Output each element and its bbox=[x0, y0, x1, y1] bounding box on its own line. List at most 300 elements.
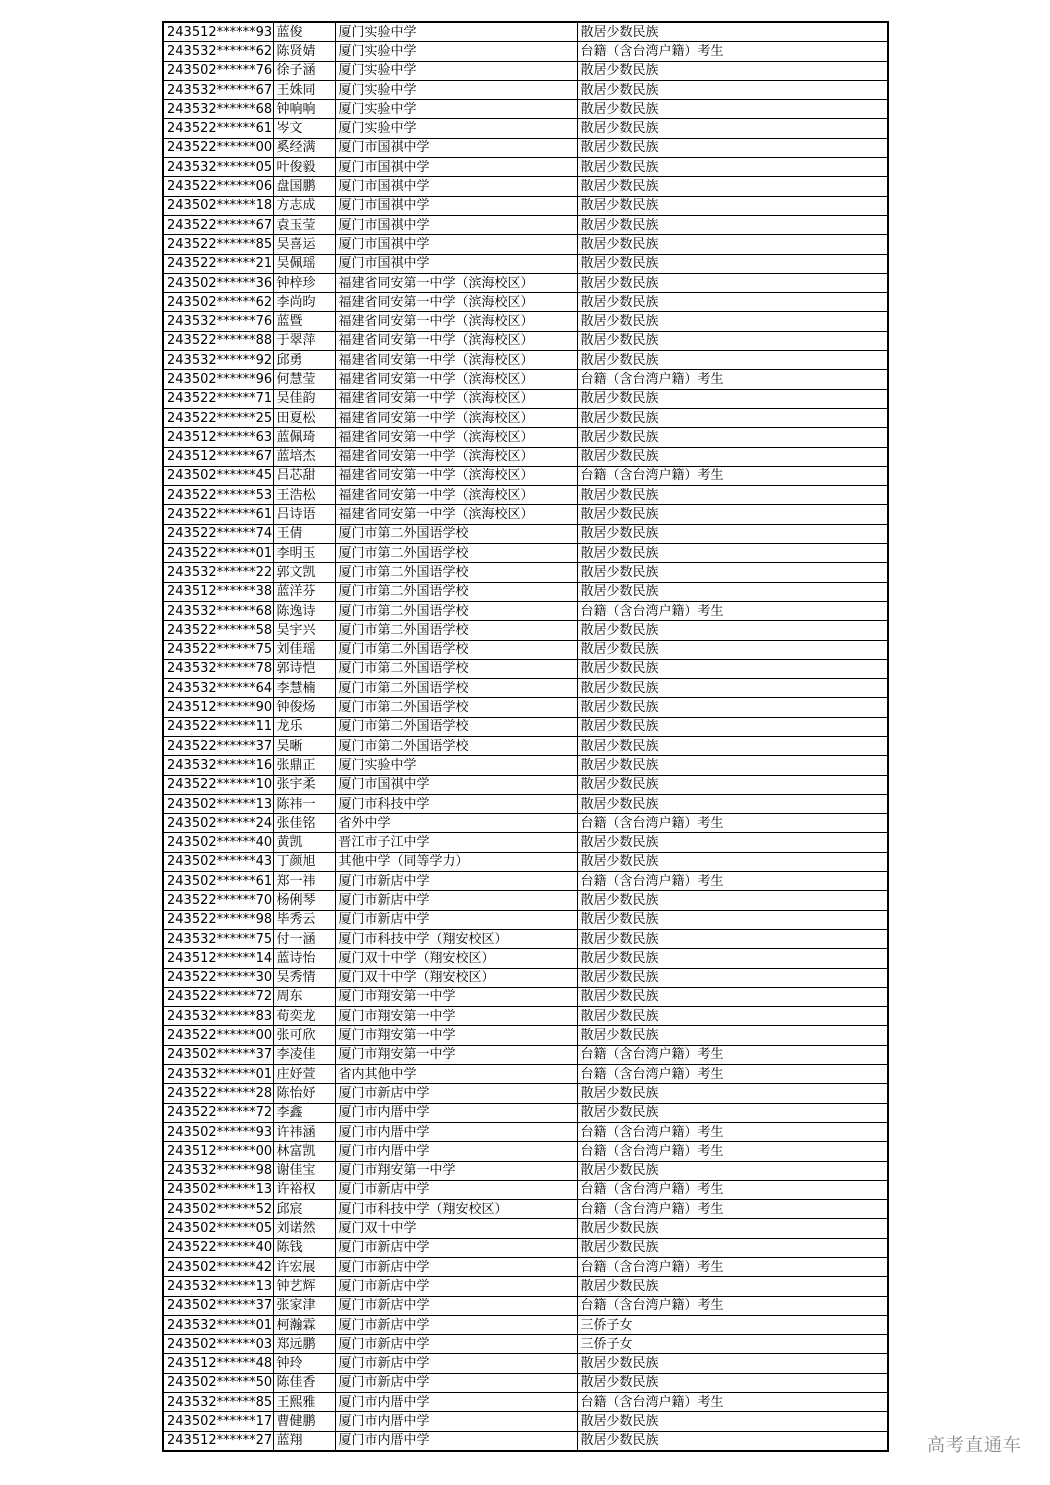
exam-number-cell: 243522******28 bbox=[163, 1084, 273, 1103]
exam-number-cell: 243532******85 bbox=[163, 1393, 273, 1412]
table-row bbox=[163, 621, 888, 640]
table-row bbox=[163, 235, 888, 254]
exam-number-cell: 243532******68 bbox=[163, 100, 273, 119]
student-name-cell: 许裕权 bbox=[273, 1180, 335, 1199]
student-name-cell: 李明玉 bbox=[273, 544, 335, 563]
student-name-cell: 吴佳韵 bbox=[273, 389, 335, 408]
category-cell: 三侨子女 bbox=[577, 1335, 888, 1354]
category-cell: 散居少数民族 bbox=[577, 486, 888, 505]
student-name-cell: 李凌佳 bbox=[273, 1045, 335, 1064]
school-cell: 厦门实验中学 bbox=[335, 100, 577, 119]
table-row bbox=[163, 100, 888, 119]
school-cell: 厦门市国祺中学 bbox=[335, 215, 577, 234]
table-row bbox=[163, 1200, 888, 1219]
school-cell: 厦门市翔安第一中学 bbox=[335, 1026, 577, 1045]
table-row bbox=[163, 466, 888, 485]
student-name-cell: 田夏松 bbox=[273, 408, 335, 427]
exam-number-cell: 243502******43 bbox=[163, 852, 273, 871]
student-name-cell: 王浩松 bbox=[273, 486, 335, 505]
table-row bbox=[163, 158, 888, 177]
exam-number-cell: 243522******98 bbox=[163, 910, 273, 929]
exam-number-cell: 243522******00 bbox=[163, 1026, 273, 1045]
student-name-cell: 蓝暨 bbox=[273, 312, 335, 331]
category-cell: 散居少数民族 bbox=[577, 408, 888, 427]
category-cell: 散居少数民族 bbox=[577, 852, 888, 871]
student-name-cell: 刘诺然 bbox=[273, 1219, 335, 1238]
table-row bbox=[163, 1296, 888, 1315]
student-name-cell: 郭诗恺 bbox=[273, 659, 335, 678]
school-cell: 厦门市新店中学 bbox=[335, 1258, 577, 1277]
category-cell: 散居少数民族 bbox=[577, 22, 888, 42]
table-row bbox=[163, 794, 888, 813]
school-cell: 厦门市新店中学 bbox=[335, 1335, 577, 1354]
student-name-cell: 吕诗语 bbox=[273, 505, 335, 524]
exam-number-cell: 243522******25 bbox=[163, 408, 273, 427]
category-cell: 散居少数民族 bbox=[577, 254, 888, 273]
table-row bbox=[163, 1180, 888, 1199]
table-row bbox=[163, 22, 888, 42]
table-row bbox=[163, 1354, 888, 1373]
table-row bbox=[163, 293, 888, 312]
category-cell: 散居少数民族 bbox=[577, 505, 888, 524]
category-cell: 散居少数民族 bbox=[577, 428, 888, 447]
exam-number-cell: 243502******13 bbox=[163, 794, 273, 813]
school-cell: 福建省同安第一中学（滨海校区） bbox=[335, 389, 577, 408]
exam-number-cell: 243532******64 bbox=[163, 679, 273, 698]
student-name-cell: 奚经满 bbox=[273, 138, 335, 157]
category-cell: 散居少数民族 bbox=[577, 1103, 888, 1122]
category-cell: 散居少数民族 bbox=[577, 1084, 888, 1103]
exam-number-cell: 243522******70 bbox=[163, 891, 273, 910]
category-cell: 散居少数民族 bbox=[577, 293, 888, 312]
exam-number-cell: 243512******67 bbox=[163, 447, 273, 466]
table-row bbox=[163, 601, 888, 620]
school-cell: 厦门市新店中学 bbox=[335, 1238, 577, 1257]
table-row bbox=[163, 1373, 888, 1392]
category-cell: 散居少数民族 bbox=[577, 100, 888, 119]
school-cell: 厦门实验中学 bbox=[335, 756, 577, 775]
school-cell: 厦门市科技中学 bbox=[335, 794, 577, 813]
exam-number-cell: 243512******00 bbox=[163, 1142, 273, 1161]
student-name-cell: 王熙雅 bbox=[273, 1393, 335, 1412]
school-cell: 厦门市国祺中学 bbox=[335, 177, 577, 196]
student-name-cell: 陈祎一 bbox=[273, 794, 335, 813]
table-row bbox=[163, 852, 888, 871]
school-cell: 厦门实验中学 bbox=[335, 80, 577, 99]
school-cell: 厦门市新店中学 bbox=[335, 1315, 577, 1334]
table-row bbox=[163, 351, 888, 370]
school-cell: 福建省同安第一中学（滨海校区） bbox=[335, 466, 577, 485]
student-name-cell: 盘国鹏 bbox=[273, 177, 335, 196]
table-row bbox=[163, 987, 888, 1006]
student-name-cell: 邱勇 bbox=[273, 351, 335, 370]
category-cell: 散居少数民族 bbox=[577, 717, 888, 736]
table-row bbox=[163, 563, 888, 582]
school-cell: 厦门市新店中学 bbox=[335, 1084, 577, 1103]
school-cell: 厦门市新店中学 bbox=[335, 872, 577, 891]
student-name-cell: 郑一祎 bbox=[273, 872, 335, 891]
school-cell: 厦门市新店中学 bbox=[335, 1296, 577, 1315]
school-cell: 福建省同安第一中学（滨海校区） bbox=[335, 486, 577, 505]
table-row bbox=[163, 756, 888, 775]
category-cell: 散居少数民族 bbox=[577, 833, 888, 852]
table-row bbox=[163, 1045, 888, 1064]
exam-number-cell: 243522******67 bbox=[163, 215, 273, 234]
student-name-cell: 李慧楠 bbox=[273, 679, 335, 698]
table-row bbox=[163, 949, 888, 968]
table-row bbox=[163, 814, 888, 833]
school-cell: 厦门市国祺中学 bbox=[335, 138, 577, 157]
student-name-cell: 曹健鹏 bbox=[273, 1412, 335, 1431]
category-cell: 散居少数民族 bbox=[577, 621, 888, 640]
category-cell: 散居少数民族 bbox=[577, 1007, 888, 1026]
exam-number-cell: 243502******24 bbox=[163, 814, 273, 833]
exam-number-cell: 243532******05 bbox=[163, 158, 273, 177]
student-name-cell: 王姝同 bbox=[273, 80, 335, 99]
category-cell: 散居少数民族 bbox=[577, 756, 888, 775]
student-name-cell: 于翠萍 bbox=[273, 331, 335, 350]
exam-number-cell: 243502******45 bbox=[163, 466, 273, 485]
student-name-cell: 林富凯 bbox=[273, 1142, 335, 1161]
category-cell: 散居少数民族 bbox=[577, 351, 888, 370]
category-cell: 散居少数民族 bbox=[577, 80, 888, 99]
table-row bbox=[163, 698, 888, 717]
watermark-text: 高考直通车 bbox=[927, 1435, 1022, 1456]
student-name-cell: 袁玉莹 bbox=[273, 215, 335, 234]
student-name-cell: 谢佳宝 bbox=[273, 1161, 335, 1180]
category-cell: 散居少数民族 bbox=[577, 215, 888, 234]
table-row bbox=[163, 1258, 888, 1277]
school-cell: 厦门市第二外国语学校 bbox=[335, 659, 577, 678]
school-cell: 福建省同安第一中学（滨海校区） bbox=[335, 505, 577, 524]
student-name-cell: 陈贤婧 bbox=[273, 42, 335, 61]
category-cell: 散居少数民族 bbox=[577, 312, 888, 331]
student-name-cell: 龙乐 bbox=[273, 717, 335, 736]
category-cell: 散居少数民族 bbox=[577, 563, 888, 582]
category-cell: 台籍（含台湾户籍）考生 bbox=[577, 42, 888, 61]
school-cell: 厦门市第二外国语学校 bbox=[335, 544, 577, 563]
exam-number-cell: 243522******00 bbox=[163, 138, 273, 157]
category-cell: 台籍（含台湾户籍）考生 bbox=[577, 1180, 888, 1199]
student-name-cell: 吴宇兴 bbox=[273, 621, 335, 640]
table-row bbox=[163, 717, 888, 736]
student-name-cell: 许宏展 bbox=[273, 1258, 335, 1277]
student-name-cell: 张宇柔 bbox=[273, 775, 335, 794]
student-name-cell: 张可欣 bbox=[273, 1026, 335, 1045]
student-name-cell: 郭文凯 bbox=[273, 563, 335, 582]
student-name-cell: 张佳铭 bbox=[273, 814, 335, 833]
student-name-cell: 陈逸诗 bbox=[273, 601, 335, 620]
school-cell: 福建省同安第一中学（滨海校区） bbox=[335, 351, 577, 370]
table-row bbox=[163, 1219, 888, 1238]
category-cell: 台籍（含台湾户籍）考生 bbox=[577, 370, 888, 389]
category-cell: 台籍（含台湾户籍）考生 bbox=[577, 1142, 888, 1161]
student-name-cell: 岑文 bbox=[273, 119, 335, 138]
student-name-cell: 张鼎正 bbox=[273, 756, 335, 775]
category-cell: 散居少数民族 bbox=[577, 640, 888, 659]
student-name-cell: 吴晰 bbox=[273, 736, 335, 755]
table-row bbox=[163, 1393, 888, 1412]
school-cell: 厦门市国祺中学 bbox=[335, 158, 577, 177]
exam-number-cell: 243502******13 bbox=[163, 1180, 273, 1199]
student-name-cell: 蓝洋芬 bbox=[273, 582, 335, 601]
category-cell: 散居少数民族 bbox=[577, 1219, 888, 1238]
exam-number-cell: 243502******61 bbox=[163, 872, 273, 891]
exam-number-cell: 243522******21 bbox=[163, 254, 273, 273]
table-row bbox=[163, 736, 888, 755]
school-cell: 厦门市第二外国语学校 bbox=[335, 524, 577, 543]
school-cell: 厦门实验中学 bbox=[335, 42, 577, 61]
school-cell: 福建省同安第一中学（滨海校区） bbox=[335, 428, 577, 447]
table-row bbox=[163, 891, 888, 910]
school-cell: 福建省同安第一中学（滨海校区） bbox=[335, 408, 577, 427]
school-cell: 晋江市子江中学 bbox=[335, 833, 577, 852]
exam-number-cell: 243532******01 bbox=[163, 1315, 273, 1334]
school-cell: 福建省同安第一中学（滨海校区） bbox=[335, 447, 577, 466]
category-cell: 散居少数民族 bbox=[577, 1277, 888, 1296]
category-cell: 散居少数民族 bbox=[577, 891, 888, 910]
category-cell: 散居少数民族 bbox=[577, 235, 888, 254]
school-cell: 厦门市新店中学 bbox=[335, 1354, 577, 1373]
category-cell: 散居少数民族 bbox=[577, 1161, 888, 1180]
table-row bbox=[163, 42, 888, 61]
table-row bbox=[163, 486, 888, 505]
category-cell: 散居少数民族 bbox=[577, 794, 888, 813]
exam-number-cell: 243522******58 bbox=[163, 621, 273, 640]
exam-number-cell: 243522******10 bbox=[163, 775, 273, 794]
category-cell: 散居少数民族 bbox=[577, 447, 888, 466]
category-cell: 台籍（含台湾户籍）考生 bbox=[577, 1122, 888, 1141]
exam-number-cell: 243532******76 bbox=[163, 312, 273, 331]
category-cell: 散居少数民族 bbox=[577, 910, 888, 929]
table-row bbox=[163, 775, 888, 794]
exam-number-cell: 243502******96 bbox=[163, 370, 273, 389]
student-name-cell: 郑远鹏 bbox=[273, 1335, 335, 1354]
school-cell: 福建省同安第一中学（滨海校区） bbox=[335, 293, 577, 312]
table-row bbox=[163, 1065, 888, 1084]
school-cell: 厦门市内厝中学 bbox=[335, 1412, 577, 1431]
table-row bbox=[163, 910, 888, 929]
exam-number-cell: 243502******05 bbox=[163, 1219, 273, 1238]
table-row bbox=[163, 929, 888, 948]
student-name-cell: 李鑫 bbox=[273, 1103, 335, 1122]
table-row bbox=[163, 1026, 888, 1045]
exam-number-cell: 243522******11 bbox=[163, 717, 273, 736]
school-cell: 厦门市新店中学 bbox=[335, 910, 577, 929]
table-row bbox=[163, 659, 888, 678]
category-cell: 散居少数民族 bbox=[577, 968, 888, 987]
school-cell: 厦门市内厝中学 bbox=[335, 1431, 577, 1451]
exam-number-cell: 243522******30 bbox=[163, 968, 273, 987]
category-cell: 台籍（含台湾户籍）考生 bbox=[577, 814, 888, 833]
school-cell: 厦门市第二外国语学校 bbox=[335, 679, 577, 698]
school-cell: 厦门市第二外国语学校 bbox=[335, 582, 577, 601]
exam-number-cell: 243502******93 bbox=[163, 1122, 273, 1141]
category-cell: 散居少数民族 bbox=[577, 158, 888, 177]
exam-number-cell: 243532******68 bbox=[163, 601, 273, 620]
table-row bbox=[163, 177, 888, 196]
category-cell: 散居少数民族 bbox=[577, 331, 888, 350]
category-cell: 散居少数民族 bbox=[577, 119, 888, 138]
exam-number-cell: 243532******98 bbox=[163, 1161, 273, 1180]
exam-number-cell: 243532******01 bbox=[163, 1065, 273, 1084]
exam-number-cell: 243522******85 bbox=[163, 235, 273, 254]
table-row bbox=[163, 428, 888, 447]
school-cell: 厦门市第二外国语学校 bbox=[335, 563, 577, 582]
table-row bbox=[163, 61, 888, 80]
exam-number-cell: 243532******92 bbox=[163, 351, 273, 370]
category-cell: 台籍（含台湾户籍）考生 bbox=[577, 1065, 888, 1084]
category-cell: 散居少数民族 bbox=[577, 1412, 888, 1431]
exam-number-cell: 243532******13 bbox=[163, 1277, 273, 1296]
exam-number-cell: 243502******03 bbox=[163, 1335, 273, 1354]
exam-number-cell: 243532******75 bbox=[163, 929, 273, 948]
category-cell: 散居少数民族 bbox=[577, 389, 888, 408]
student-name-cell: 李尚昀 bbox=[273, 293, 335, 312]
exam-number-cell: 243532******78 bbox=[163, 659, 273, 678]
student-name-cell: 陈怡妤 bbox=[273, 1084, 335, 1103]
category-cell: 散居少数民族 bbox=[577, 582, 888, 601]
category-cell: 台籍（含台湾户籍）考生 bbox=[577, 601, 888, 620]
school-cell: 福建省同安第一中学（滨海校区） bbox=[335, 370, 577, 389]
category-cell: 台籍（含台湾户籍）考生 bbox=[577, 872, 888, 891]
school-cell: 厦门市新店中学 bbox=[335, 891, 577, 910]
school-cell: 福建省同安第一中学（滨海校区） bbox=[335, 273, 577, 292]
exam-number-cell: 243522******37 bbox=[163, 736, 273, 755]
table-row bbox=[163, 833, 888, 852]
student-name-cell: 付一涵 bbox=[273, 929, 335, 948]
exam-number-cell: 243512******93 bbox=[163, 22, 273, 42]
exam-number-cell: 243522******72 bbox=[163, 1103, 273, 1122]
student-name-cell: 杨俐琴 bbox=[273, 891, 335, 910]
school-cell: 厦门市国祺中学 bbox=[335, 235, 577, 254]
exam-number-cell: 243512******48 bbox=[163, 1354, 273, 1373]
exam-number-cell: 243502******42 bbox=[163, 1258, 273, 1277]
school-cell: 厦门市翔安第一中学 bbox=[335, 987, 577, 1006]
school-cell: 厦门市科技中学（翔安校区） bbox=[335, 929, 577, 948]
exam-number-cell: 243502******50 bbox=[163, 1373, 273, 1392]
student-name-cell: 刘佳瑶 bbox=[273, 640, 335, 659]
table-row bbox=[163, 1412, 888, 1431]
student-name-cell: 钟响响 bbox=[273, 100, 335, 119]
exam-number-cell: 243512******27 bbox=[163, 1431, 273, 1451]
exam-number-cell: 243512******63 bbox=[163, 428, 273, 447]
table-row bbox=[163, 1161, 888, 1180]
exam-number-cell: 243522******75 bbox=[163, 640, 273, 659]
category-cell: 散居少数民族 bbox=[577, 1431, 888, 1451]
table-row bbox=[163, 447, 888, 466]
exam-number-cell: 243522******53 bbox=[163, 486, 273, 505]
exam-number-cell: 243522******40 bbox=[163, 1238, 273, 1257]
school-cell: 厦门双十中学（翔安校区） bbox=[335, 949, 577, 968]
student-roster-table bbox=[162, 21, 889, 1452]
exam-number-cell: 243522******01 bbox=[163, 544, 273, 563]
exam-number-cell: 243502******76 bbox=[163, 61, 273, 80]
school-cell: 厦门市翔安第一中学 bbox=[335, 1007, 577, 1026]
student-name-cell: 钟梓珍 bbox=[273, 273, 335, 292]
category-cell: 散居少数民族 bbox=[577, 679, 888, 698]
student-name-cell: 钟俊炀 bbox=[273, 698, 335, 717]
table-row bbox=[163, 1142, 888, 1161]
exam-number-cell: 243502******37 bbox=[163, 1045, 273, 1064]
category-cell: 散居少数民族 bbox=[577, 987, 888, 1006]
student-name-cell: 叶俊毅 bbox=[273, 158, 335, 177]
student-name-cell: 张家津 bbox=[273, 1296, 335, 1315]
category-cell: 散居少数民族 bbox=[577, 949, 888, 968]
category-cell: 台籍（含台湾户籍）考生 bbox=[577, 1200, 888, 1219]
table-row bbox=[163, 582, 888, 601]
table-row bbox=[163, 524, 888, 543]
exam-number-cell: 243512******90 bbox=[163, 698, 273, 717]
exam-number-cell: 243522******72 bbox=[163, 987, 273, 1006]
category-cell: 台籍（含台湾户籍）考生 bbox=[577, 466, 888, 485]
school-cell: 厦门市第二外国语学校 bbox=[335, 601, 577, 620]
school-cell: 厦门市内厝中学 bbox=[335, 1142, 577, 1161]
exam-number-cell: 243502******36 bbox=[163, 273, 273, 292]
exam-number-cell: 243522******61 bbox=[163, 119, 273, 138]
category-cell: 散居少数民族 bbox=[577, 775, 888, 794]
school-cell: 厦门市翔安第一中学 bbox=[335, 1045, 577, 1064]
school-cell: 厦门市国祺中学 bbox=[335, 254, 577, 273]
table-row bbox=[163, 138, 888, 157]
category-cell: 散居少数民族 bbox=[577, 1354, 888, 1373]
school-cell: 省外中学 bbox=[335, 814, 577, 833]
exam-number-cell: 243522******61 bbox=[163, 505, 273, 524]
exam-number-cell: 243532******62 bbox=[163, 42, 273, 61]
school-cell: 厦门市第二外国语学校 bbox=[335, 621, 577, 640]
student-name-cell: 蓝佩琦 bbox=[273, 428, 335, 447]
school-cell: 厦门市第二外国语学校 bbox=[335, 698, 577, 717]
category-cell: 台籍（含台湾户籍）考生 bbox=[577, 1045, 888, 1064]
student-name-cell: 庄妤萱 bbox=[273, 1065, 335, 1084]
school-cell: 厦门市国祺中学 bbox=[335, 775, 577, 794]
school-cell: 厦门市新店中学 bbox=[335, 1277, 577, 1296]
exam-number-cell: 243502******62 bbox=[163, 293, 273, 312]
student-name-cell: 何慧莹 bbox=[273, 370, 335, 389]
category-cell: 台籍（含台湾户籍）考生 bbox=[577, 1258, 888, 1277]
exam-number-cell: 243522******06 bbox=[163, 177, 273, 196]
exam-number-cell: 243522******88 bbox=[163, 331, 273, 350]
exam-number-cell: 243502******52 bbox=[163, 1200, 273, 1219]
exam-number-cell: 243532******67 bbox=[163, 80, 273, 99]
student-name-cell: 陈佳香 bbox=[273, 1373, 335, 1392]
category-cell: 台籍（含台湾户籍）考生 bbox=[577, 1393, 888, 1412]
table-row bbox=[163, 1007, 888, 1026]
school-cell: 省内其他中学 bbox=[335, 1065, 577, 1084]
student-name-cell: 钟艺辉 bbox=[273, 1277, 335, 1296]
table-row bbox=[163, 389, 888, 408]
school-cell: 厦门市新店中学 bbox=[335, 1180, 577, 1199]
student-name-cell: 蓝诗怡 bbox=[273, 949, 335, 968]
school-cell: 福建省同安第一中学（滨海校区） bbox=[335, 331, 577, 350]
table-row bbox=[163, 370, 888, 389]
table-row bbox=[163, 254, 888, 273]
table-row bbox=[163, 119, 888, 138]
student-name-cell: 吕芯甜 bbox=[273, 466, 335, 485]
student-name-cell: 荀奕龙 bbox=[273, 1007, 335, 1026]
table-row bbox=[163, 312, 888, 331]
school-cell: 福建省同安第一中学（滨海校区） bbox=[335, 312, 577, 331]
category-cell: 散居少数民族 bbox=[577, 177, 888, 196]
category-cell: 台籍（含台湾户籍）考生 bbox=[577, 1296, 888, 1315]
school-cell: 厦门市第二外国语学校 bbox=[335, 640, 577, 659]
table-row bbox=[163, 1084, 888, 1103]
category-cell: 散居少数民族 bbox=[577, 61, 888, 80]
student-name-cell: 毕秀云 bbox=[273, 910, 335, 929]
student-name-cell: 吴喜运 bbox=[273, 235, 335, 254]
table-row bbox=[163, 80, 888, 99]
category-cell: 散居少数民族 bbox=[577, 929, 888, 948]
